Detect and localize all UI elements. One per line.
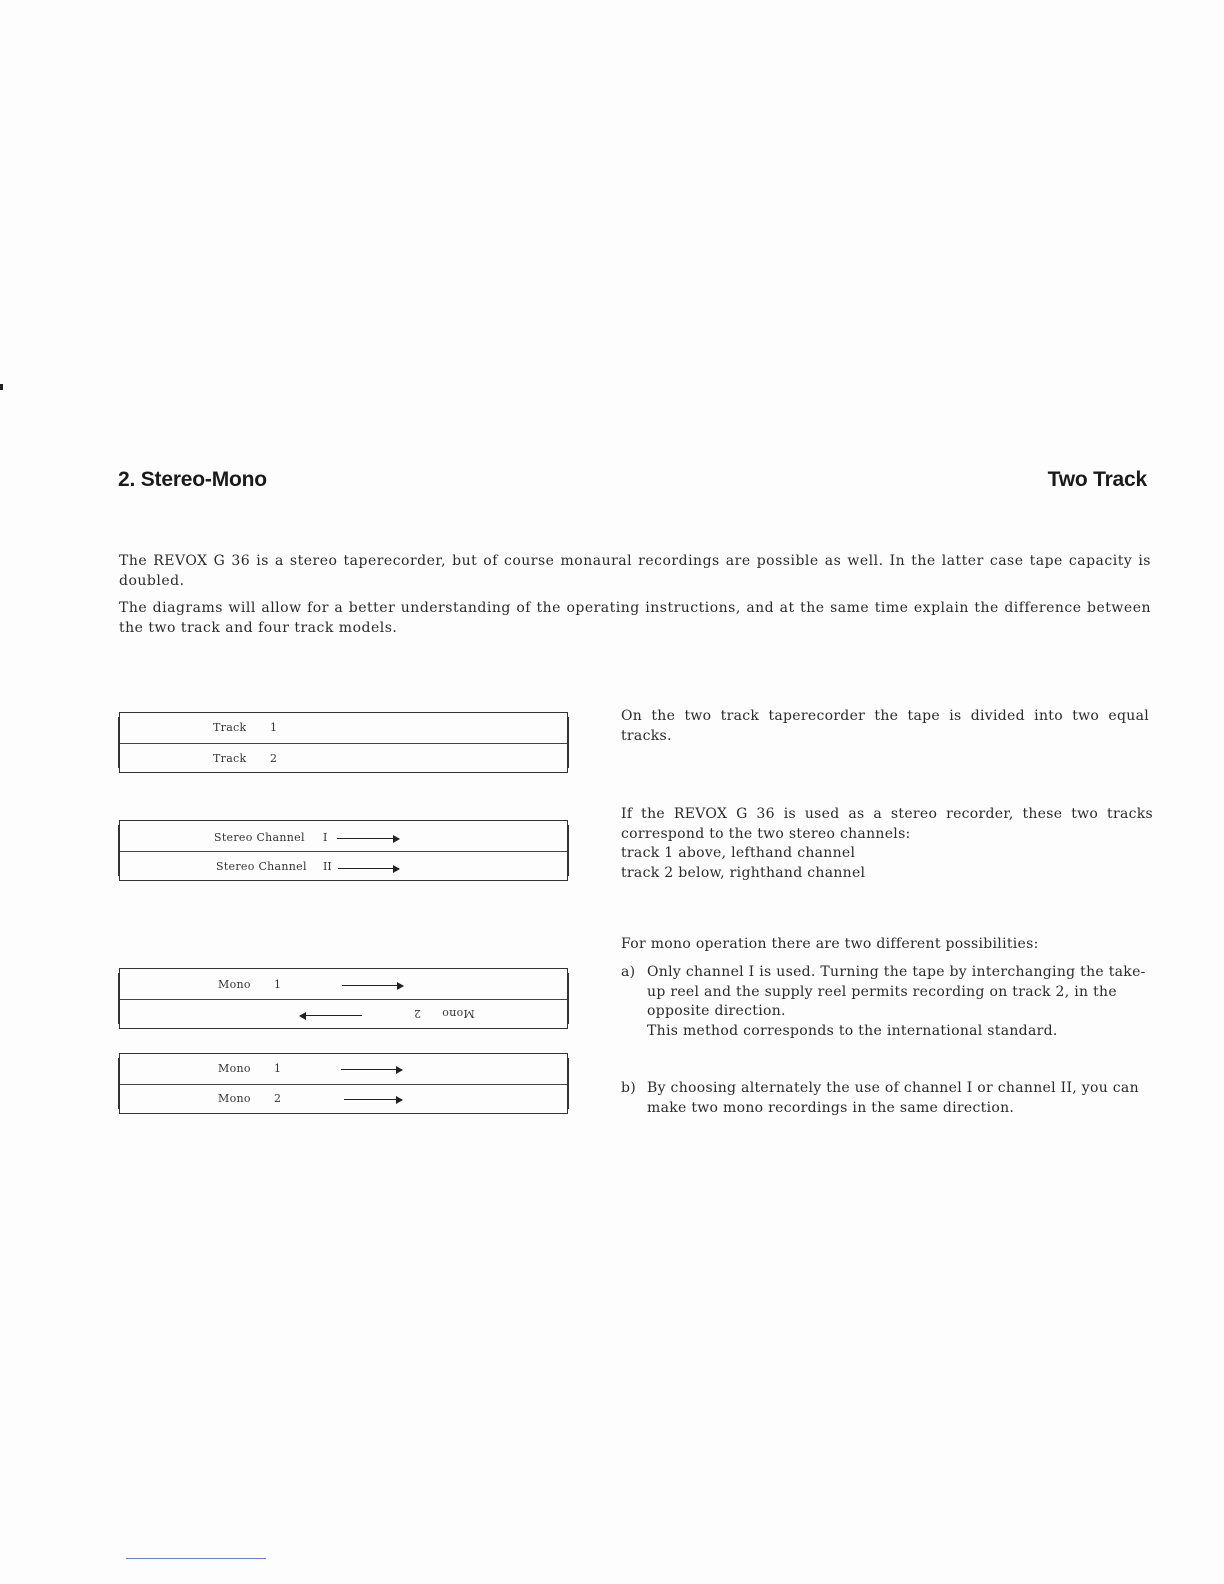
tape-diagram-tracks bbox=[119, 712, 568, 773]
stereo-track-2: track 2 below, righthand channel bbox=[621, 864, 866, 881]
mono-option-b-text: By choosing alternately the use of channel I or channel II, you can make two mono recordings in the same direction. bbox=[647, 1080, 1139, 1116]
stereo-track-1: track 1 above, lefthand channel bbox=[621, 845, 856, 861]
track-divider bbox=[120, 1084, 567, 1085]
section-title: 2. Stereo-Mono bbox=[118, 468, 267, 491]
mono-2-number: 2 bbox=[274, 1092, 281, 1105]
mono-option-a-item bbox=[621, 963, 1153, 1041]
intro-paragraph-1: The REVOX G 36 is a stereo taperecorder, but of course monaural recordings are possible as well. In the latter case tape capacity is doubled. bbox=[119, 553, 1151, 589]
mono-1-number: 1 bbox=[274, 1062, 281, 1075]
mono-option-b bbox=[621, 1079, 1153, 1118]
stereo-channel-1-label: Stereo Channel bbox=[214, 831, 305, 844]
mono-1-number: 1 bbox=[274, 978, 281, 991]
page-edge-mark bbox=[0, 384, 3, 390]
footer-rule bbox=[126, 1558, 266, 1559]
track-1-label: Track bbox=[213, 721, 247, 734]
model-title: Two Track bbox=[1047, 468, 1147, 491]
mono-option-b-item bbox=[621, 1079, 1153, 1118]
tape-diagram-mono-same bbox=[119, 1053, 568, 1114]
mono-1-label: Mono bbox=[218, 978, 251, 991]
mono-intro: For mono operation there are two different possibilities: bbox=[621, 936, 1039, 952]
direction-arrow-right bbox=[341, 1069, 402, 1070]
stereo-intro: If the REVOX G 36 is used as a stereo recorder, these two tracks correspond to the two stereo channels: bbox=[621, 806, 1153, 842]
direction-arrow-right bbox=[342, 985, 403, 986]
track-divider bbox=[120, 999, 567, 1000]
mono-1-label: Mono bbox=[218, 1062, 251, 1075]
list-marker-b: b) bbox=[621, 1080, 637, 1096]
direction-arrow-right bbox=[337, 838, 399, 839]
tape-diagram-stereo bbox=[119, 820, 568, 881]
intro-paragraph-2: The diagrams will allow for a better understanding of the operating instructions, and at the same time explain the difference between the two track and four track models. bbox=[119, 600, 1151, 636]
mono-2-label: Mono bbox=[218, 1092, 251, 1105]
mono-2-number-inverted: 2 bbox=[414, 1007, 421, 1020]
track-divider bbox=[120, 743, 567, 744]
mono-option-a-text: Only channel I is used. Turning the tape by interchanging the take-up reel and the supply reel permits recording on track 2, in the opposite direction. bbox=[647, 964, 1146, 1019]
list-marker-a: a) bbox=[621, 964, 636, 980]
mono-option-a-note: This method corresponds to the international standard. bbox=[647, 1022, 1058, 1039]
stereo-channel-2-label: Stereo Channel bbox=[216, 860, 307, 873]
tracks-explanation: On the two track taperecorder the tape is divided into two equal tracks. bbox=[621, 708, 1149, 744]
mono-2-label-inverted: Mono bbox=[442, 1007, 475, 1020]
mono-option-a bbox=[621, 963, 1153, 1041]
tape-diagram-mono-opposite bbox=[119, 968, 568, 1029]
stereo-channel-1-number: I bbox=[323, 831, 328, 844]
direction-arrow-left bbox=[300, 1015, 362, 1016]
stereo-explanation bbox=[621, 805, 1153, 883]
stereo-channel-2-number: II bbox=[323, 860, 332, 873]
direction-arrow-right bbox=[338, 868, 399, 869]
track-divider bbox=[120, 851, 567, 852]
track-1-number: 1 bbox=[270, 721, 277, 734]
track-2-number: 2 bbox=[270, 752, 277, 765]
track-2-label: Track bbox=[213, 752, 247, 765]
direction-arrow-right bbox=[344, 1099, 402, 1100]
